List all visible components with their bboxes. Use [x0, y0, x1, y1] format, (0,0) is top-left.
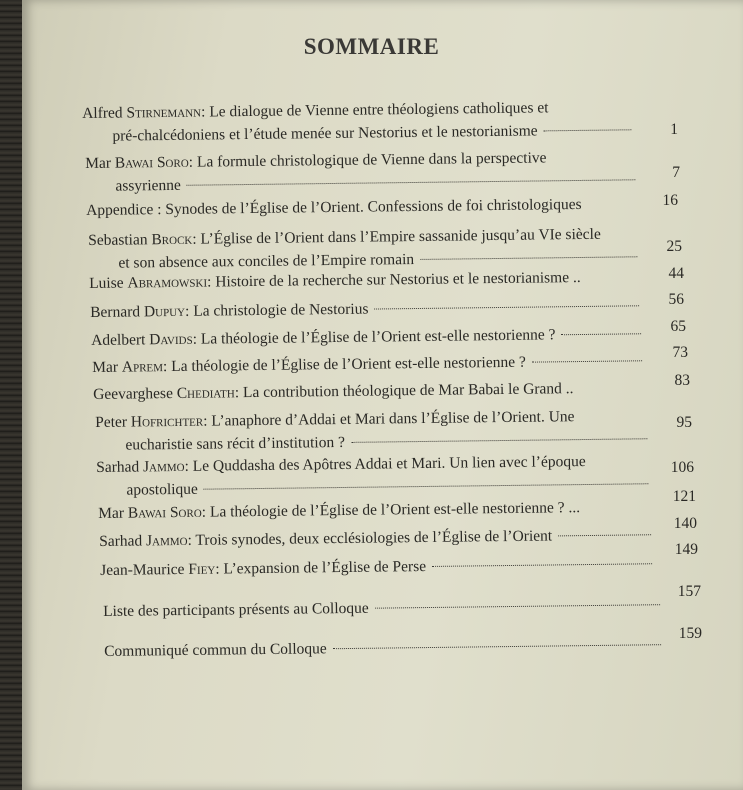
author-first: Adelbert: [91, 331, 146, 349]
entry-text: : Trois synodes, deux ecclésiologies de l’Église de l’Orient: [187, 527, 553, 549]
page-number: 140: [673, 515, 697, 532]
author-first: Peter: [95, 413, 128, 431]
dot-leader: [544, 129, 632, 131]
author-first: Sarhad: [99, 532, 143, 550]
author-first: Mar: [92, 358, 119, 376]
entry-text-cont: assyrienne: [115, 176, 181, 195]
author-last: Bawai Soro: [127, 503, 202, 522]
entry-text: : Histoire de la recherche sur Nestorius et le nestorianisme ..: [206, 268, 581, 291]
author-first: Alfred: [82, 104, 123, 122]
author-first: Sebastian: [88, 231, 148, 249]
page-title: SOMMAIRE: [303, 34, 440, 59]
entry-text-cont: pré-chalcédoniens et l’étude menée sur Nestorius et le nestorianisme: [112, 122, 538, 145]
dot-leader: [432, 563, 652, 567]
author-last: Jammo: [145, 531, 188, 550]
page-number: 159: [678, 625, 702, 642]
author-first: Mar: [85, 154, 112, 172]
author-last: Aprem: [121, 358, 164, 376]
page-number: 157: [677, 583, 701, 600]
author-first: Geevarghese: [93, 385, 174, 403]
page-number: 106: [670, 459, 694, 476]
entry-text: : Le Quddasha des Apôtres Addai et Mari. Un lien avec l’époque: [184, 453, 586, 475]
page-number: 44: [668, 265, 684, 282]
author-last: Dupuy: [143, 302, 186, 321]
author-last: Fiey: [188, 560, 216, 578]
dot-leader: [374, 305, 639, 309]
entry-text: : La théologie de l’Église de l’Orient est-elle nestorienne ?: [192, 326, 556, 348]
page-number: 149: [674, 541, 698, 558]
author-first: Jean-Maurice: [100, 560, 185, 579]
toc-entry: [85, 145, 642, 198]
page-number: 16: [662, 192, 678, 209]
author-last: Hofrichter: [130, 412, 204, 431]
author-last: Chediath: [176, 384, 235, 402]
entry-text: Appendice : Synodes de l’Église de l’Orient. Confessions de foi christologiques: [86, 195, 582, 219]
dot-leader: [333, 644, 661, 649]
entry-text-cont: apostolique: [126, 480, 198, 499]
dot-leader: [561, 333, 641, 335]
dot-leader: [375, 604, 660, 608]
page-number: 83: [674, 372, 690, 389]
entry-text: Communiqué commun du Colloque: [104, 640, 327, 660]
author-last: Stirnemann: [126, 103, 202, 122]
author-first: Luise: [89, 274, 124, 292]
entry-text-cont: et son absence aux conciles de l’Empire romain: [118, 251, 415, 272]
page-number: 65: [670, 318, 686, 335]
page-number: 7: [672, 164, 680, 181]
entry-text: : La théologie de l’Église de l’Orient est-elle nestorienne ?: [162, 353, 526, 376]
entry-text: : La christologie de Nestorius: [184, 300, 369, 320]
author-last: Bawai Soro: [114, 153, 189, 172]
entry-text: : La théologie de l’Église de l’Orient est-elle nestorienne ? ...: [201, 499, 581, 521]
entry-text-cont: eucharistie sans récit d’institution ?: [125, 433, 346, 454]
entry-text: : Le dialogue de Vienne entre théologiens catholiques et: [200, 99, 549, 121]
dot-leader: [420, 256, 637, 260]
author-first: Bernard: [90, 303, 141, 321]
page-number: 73: [672, 344, 688, 361]
book-edge: [0, 0, 22, 790]
page-number: 121: [672, 488, 696, 505]
entry-text: : L’anaphore d’Addai et Mari dans l’Église de l’Orient. Une: [203, 408, 575, 430]
page-number: 25: [666, 238, 682, 255]
dot-leader: [351, 438, 647, 443]
entry-text: : L’expansion de l’Église de Perse: [215, 558, 427, 578]
author-last: Davids: [149, 330, 193, 349]
author-last: Brock: [151, 230, 193, 249]
entry-text: : La formule christologique de Vienne dans la perspective: [188, 149, 547, 171]
page-number: 56: [668, 291, 684, 308]
dot-leader: [532, 360, 642, 362]
entry-text: : L’Église de l’Orient dans l’Empire sassanide jusqu’au VIe siècle: [192, 225, 601, 248]
page-number: 95: [676, 414, 692, 431]
page-number: 1: [670, 121, 678, 138]
entry-text: : La contribution théologique de Mar Babai le Grand ..: [234, 380, 574, 402]
toc-entry: [96, 449, 655, 502]
author-first: Mar: [98, 504, 125, 522]
entry-text: Liste des participants présents au Colloque: [103, 599, 369, 620]
dot-leader: [187, 179, 636, 185]
dot-leader: [204, 483, 649, 489]
toc-entry: [82, 95, 638, 148]
author-last: Abramowski: [127, 273, 208, 292]
dot-leader: [558, 534, 651, 536]
author-first: Sarhad: [96, 458, 140, 476]
toc-entry: [95, 404, 654, 457]
author-last: Jammo: [142, 457, 185, 476]
